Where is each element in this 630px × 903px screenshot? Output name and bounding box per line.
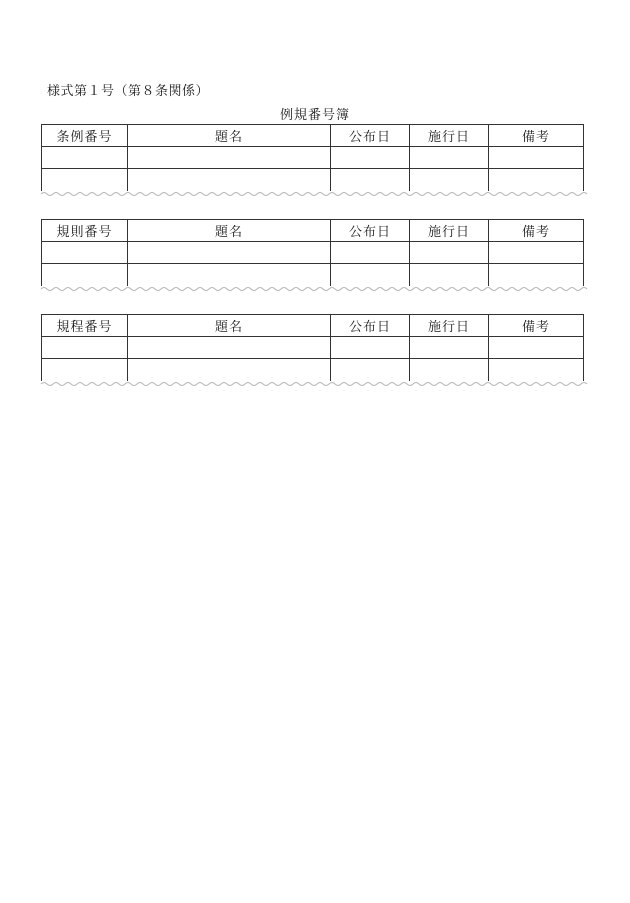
table-row xyxy=(42,264,584,286)
table-cell xyxy=(331,242,410,264)
table-cell xyxy=(331,264,410,286)
table-cell xyxy=(128,242,331,264)
column-header-promulgation-date: 公布日 xyxy=(331,220,410,242)
table-cell xyxy=(128,147,331,169)
form-number-label: 様式第１号（第８条関係） xyxy=(47,84,210,99)
table-cell xyxy=(410,264,489,286)
column-header-number: 規程番号 xyxy=(42,315,128,337)
table-cell xyxy=(410,242,489,264)
table-cell xyxy=(128,264,331,286)
column-header-remarks: 備考 xyxy=(489,220,584,242)
table-cell xyxy=(331,169,410,191)
column-header-title: 題名 xyxy=(128,315,331,337)
rules-register-table xyxy=(41,219,584,286)
ordinance-register-table xyxy=(41,124,584,191)
table-cell xyxy=(489,147,584,169)
table-cell xyxy=(489,337,584,359)
column-header-number: 条例番号 xyxy=(42,125,128,147)
table-cell xyxy=(42,264,128,286)
table-cell xyxy=(489,242,584,264)
table-cell xyxy=(410,337,489,359)
column-header-enforcement-date: 施行日 xyxy=(410,315,489,337)
table-break-wave xyxy=(41,381,583,387)
column-header-promulgation-date: 公布日 xyxy=(331,125,410,147)
table-row xyxy=(42,169,584,191)
table-cell xyxy=(128,337,331,359)
table-header-row xyxy=(42,125,584,147)
column-header-enforcement-date: 施行日 xyxy=(410,220,489,242)
table-cell xyxy=(42,169,128,191)
table-cell xyxy=(42,337,128,359)
column-header-remarks: 備考 xyxy=(489,315,584,337)
table-break-wave xyxy=(41,191,583,197)
table-cell xyxy=(410,147,489,169)
column-header-title: 題名 xyxy=(128,125,331,147)
table-cell xyxy=(42,359,128,381)
table-cell xyxy=(42,147,128,169)
document-title: 例規番号簿 xyxy=(279,108,350,123)
table-cell xyxy=(331,359,410,381)
table-header-row xyxy=(42,220,584,242)
table-row xyxy=(42,337,584,359)
table-cell xyxy=(489,264,584,286)
regulations-register-table xyxy=(41,314,584,381)
table-cell xyxy=(410,169,489,191)
table-cell xyxy=(128,169,331,191)
table-row xyxy=(42,359,584,381)
column-header-enforcement-date: 施行日 xyxy=(410,125,489,147)
table-row xyxy=(42,147,584,169)
table-cell xyxy=(410,359,489,381)
table-cell xyxy=(331,337,410,359)
column-header-number: 規則番号 xyxy=(42,220,128,242)
column-header-remarks: 備考 xyxy=(489,125,584,147)
table-cell xyxy=(128,359,331,381)
table-cell xyxy=(42,242,128,264)
table-header-row xyxy=(42,315,584,337)
table-cell xyxy=(489,359,584,381)
table-break-wave xyxy=(41,286,583,292)
column-header-title: 題名 xyxy=(128,220,331,242)
table-cell xyxy=(331,147,410,169)
table-row xyxy=(42,242,584,264)
column-header-promulgation-date: 公布日 xyxy=(331,315,410,337)
table-cell xyxy=(489,169,584,191)
